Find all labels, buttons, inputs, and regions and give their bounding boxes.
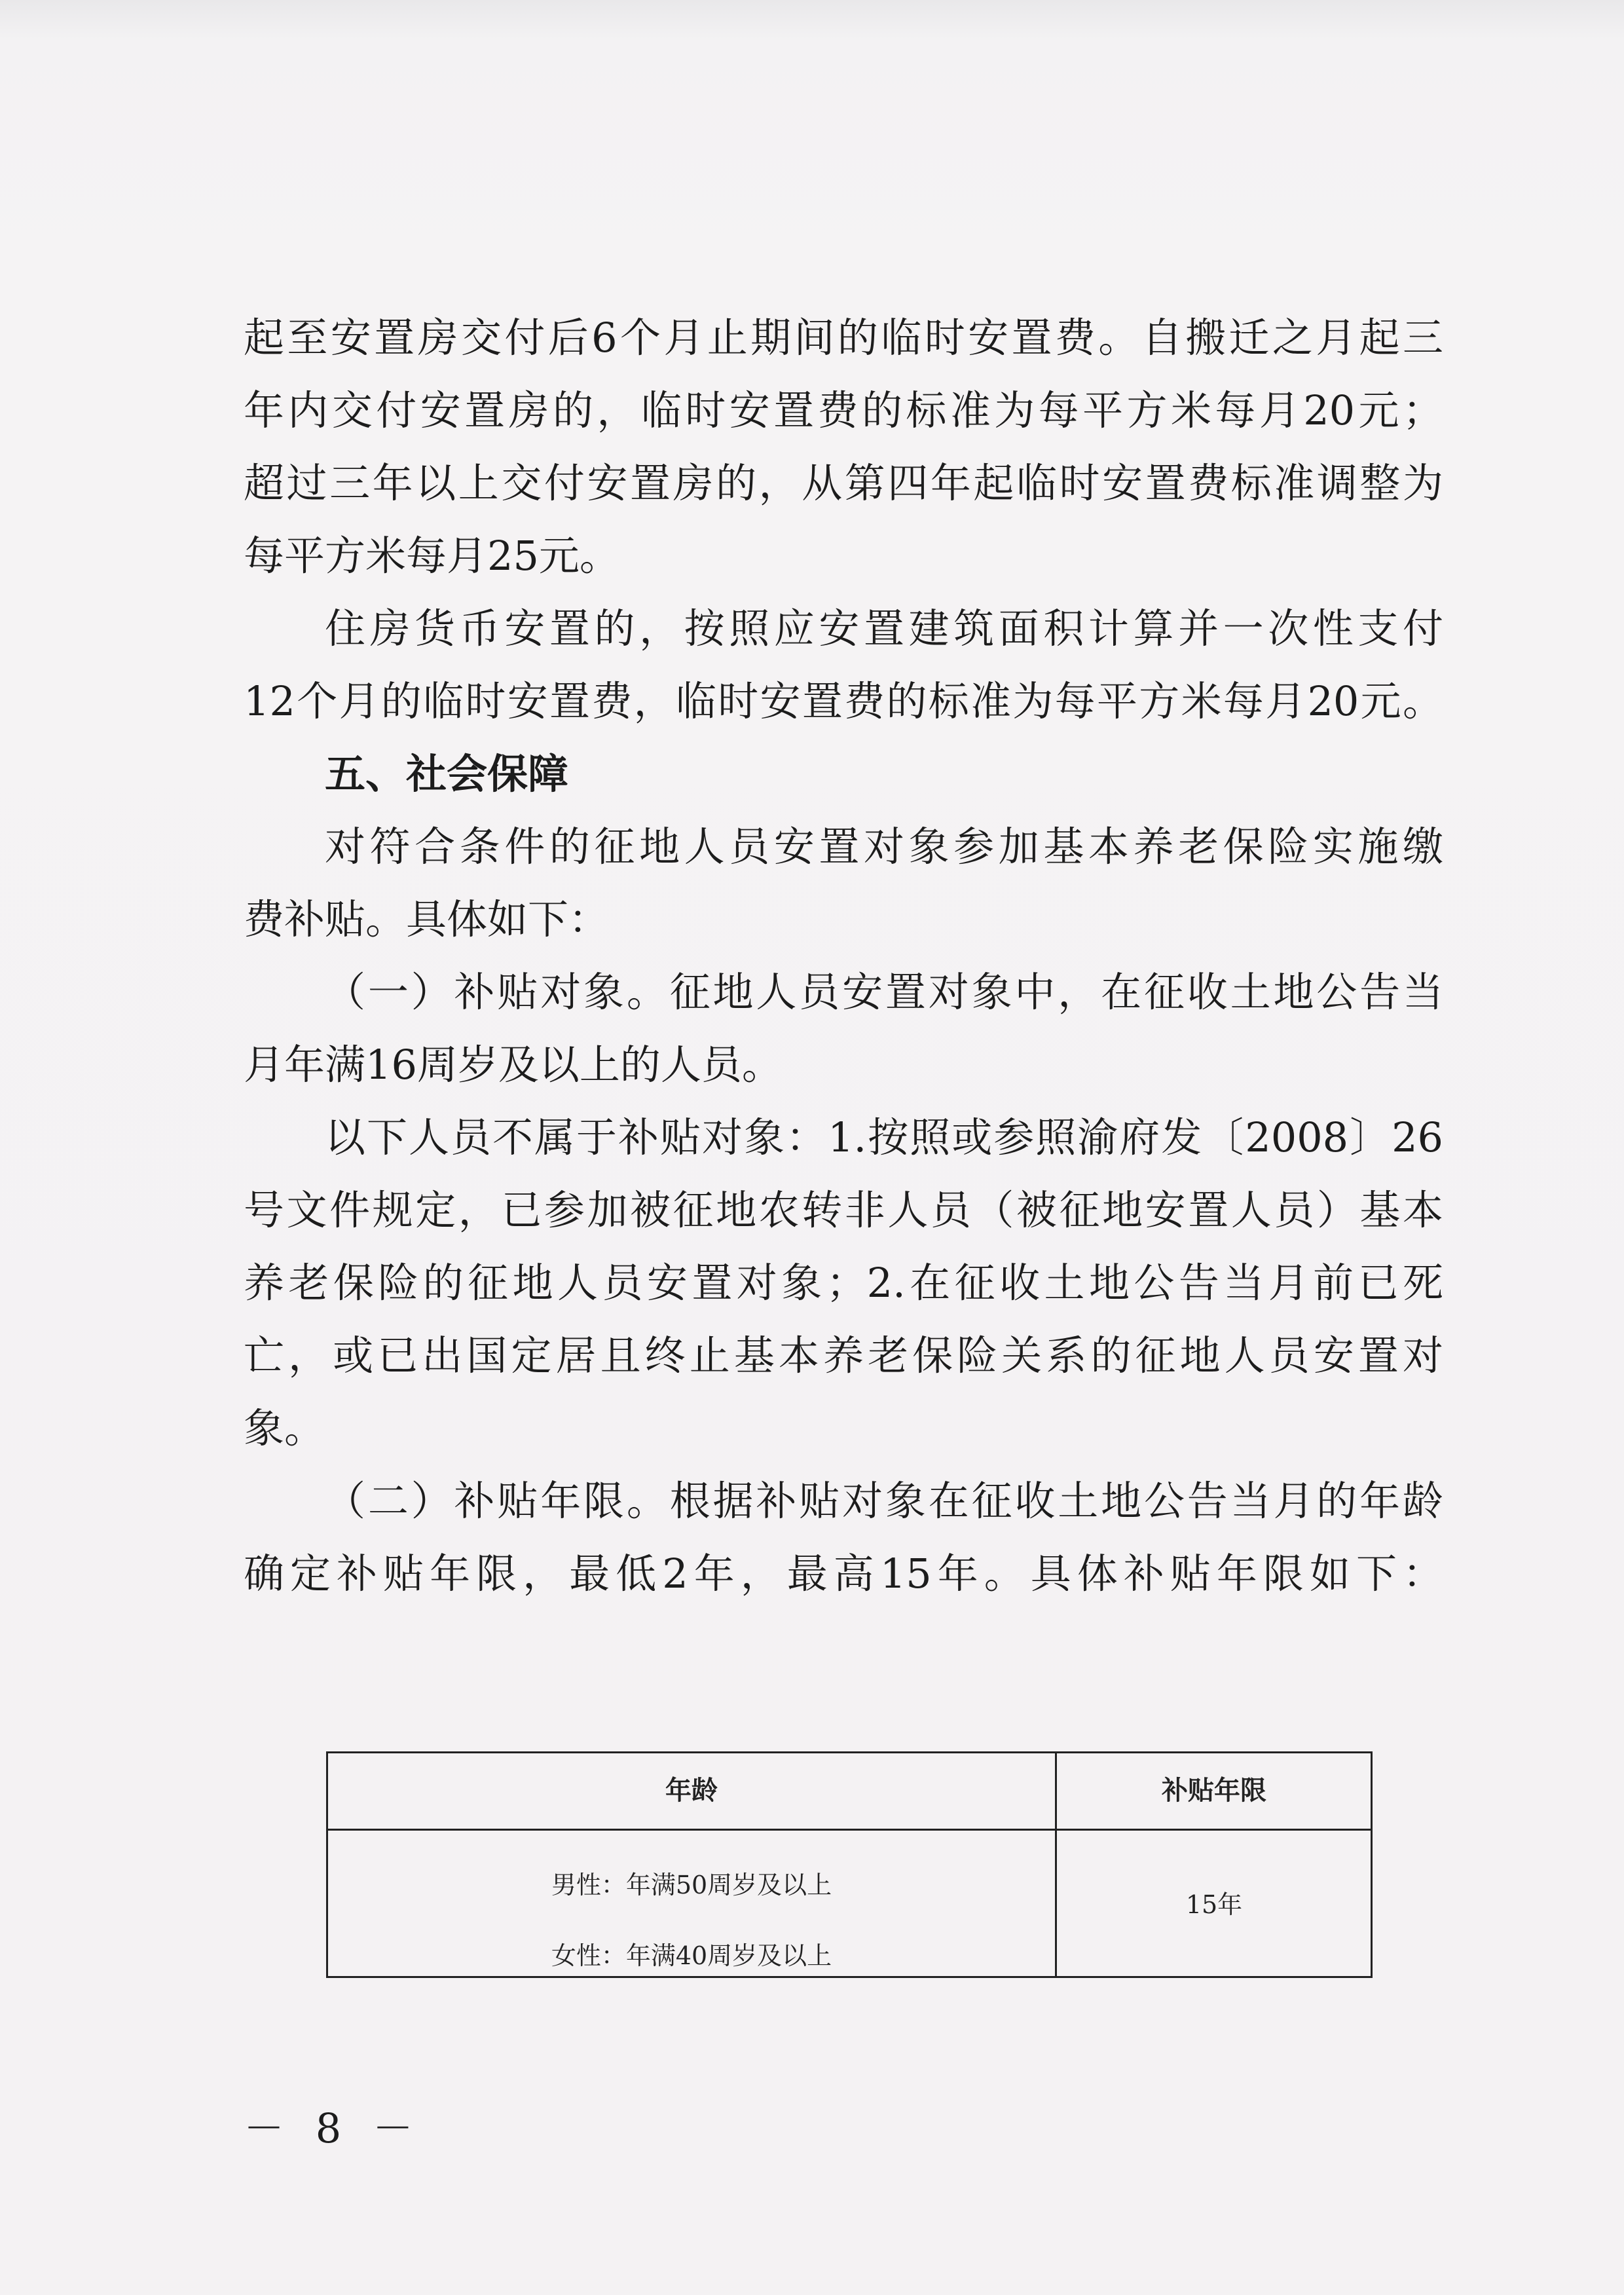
text-line: 超过三年以上交付安置房的，从第四年起临时安置费标准调整为	[244, 459, 1443, 507]
text-line: 号文件规定，已参加被征地农转非人员（被征地安置人员）基本	[244, 1186, 1443, 1234]
page-number: － 8 －	[244, 2104, 422, 2152]
section-heading: 五、社会保障	[325, 750, 569, 798]
text-line: 费补贴。具体如下：	[244, 895, 610, 943]
text-line: （一）补贴对象。征地人员安置对象中，在征收土地公告当	[325, 968, 1443, 1016]
text-line: 养老保险的征地人员安置对象；2.在征收土地公告当月前已死	[244, 1259, 1443, 1307]
text-line: 确定补贴年限，最低2年，最高15年。具体补贴年限如下：	[244, 1550, 1443, 1597]
text-line: 年内交付安置房的，临时安置费的标准为每平方米每月20元；	[244, 386, 1443, 434]
table-cell-years: 15年	[1185, 1890, 1243, 1919]
text-line: 每平方米每月25元。	[244, 532, 620, 580]
text-line: 月年满16周岁及以上的人员。	[244, 1041, 783, 1089]
subsidy-years-table	[326, 1751, 1373, 1978]
table-header-row	[328, 1753, 1371, 1831]
text-line: （二）补贴年限。根据补贴对象在征收土地公告当月的年龄	[325, 1477, 1443, 1525]
table-cell-male: 男性：年满50周岁及以上	[551, 1871, 832, 1899]
text-line: 象。	[244, 1404, 325, 1452]
text-line: 住房货币安置的，按照应安置建筑面积计算并一次性支付	[325, 605, 1443, 652]
text-line: 亡，或已出国定居且终止基本养老保险关系的征地人员安置对	[244, 1332, 1443, 1379]
text-line: 起至安置房交付后6个月止期间的临时安置费。自搬迁之月起三	[244, 314, 1443, 362]
table-header-age: 年龄	[665, 1776, 718, 1806]
text-line: 以下人员不属于补贴对象：1.按照或参照渝府发〔2008〕26	[325, 1113, 1443, 1161]
table-cell-female: 女性：年满40周岁及以上	[551, 1941, 832, 1970]
table-column-divider	[1055, 1753, 1057, 1976]
table-header-years: 补贴年限	[1162, 1776, 1266, 1806]
text-line: 12个月的临时安置费，临时安置费的标准为每平方米每月20元。	[244, 677, 1443, 725]
document-body	[244, 301, 1443, 1610]
text-line: 对符合条件的征地人员安置对象参加基本养老保险实施缴	[325, 823, 1443, 870]
